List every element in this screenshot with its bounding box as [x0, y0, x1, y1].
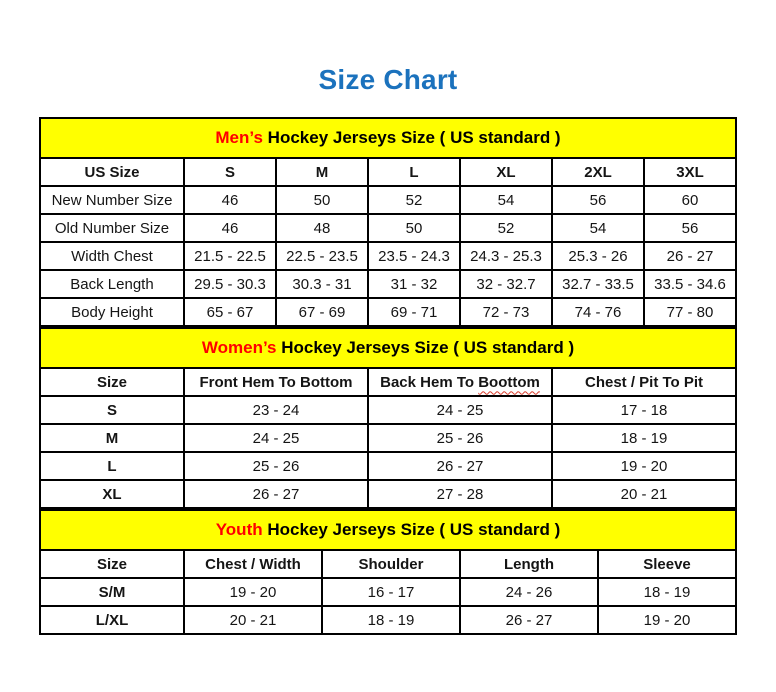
cell: 56 [552, 186, 644, 214]
cell: 18 - 19 [552, 424, 736, 452]
cell: 74 - 76 [552, 298, 644, 326]
table-row [40, 242, 736, 270]
youth-col-header: Sleeve [598, 550, 736, 578]
cell: 26 - 27 [368, 452, 552, 480]
row-label: L/XL [40, 606, 184, 634]
table-row [40, 396, 736, 424]
cell: 20 - 21 [552, 480, 736, 508]
youth-header-row [40, 550, 736, 578]
cell: 23 - 24 [184, 396, 368, 424]
mens-band-cell [40, 118, 736, 158]
womens-header-row [40, 368, 736, 396]
cell: 24.3 - 25.3 [460, 242, 552, 270]
cell: 26 - 27 [644, 242, 736, 270]
youth-band-highlight: Youth [215, 520, 263, 539]
mens-col-header: 2XL [552, 158, 644, 186]
size-chart-tables [39, 117, 735, 635]
cell: 32.7 - 33.5 [552, 270, 644, 298]
cell: 29.5 - 30.3 [184, 270, 276, 298]
table-row [40, 480, 736, 508]
cell: 19 - 20 [598, 606, 736, 634]
mens-section-band [40, 118, 736, 158]
row-label: S/M [40, 578, 184, 606]
mens-col-header: L [368, 158, 460, 186]
row-label: Old Number Size [40, 214, 184, 242]
youth-section-band [40, 510, 736, 550]
youth-col-header: Shoulder [322, 550, 460, 578]
cell: 25.3 - 26 [552, 242, 644, 270]
cell: 60 [644, 186, 736, 214]
cell: 25 - 26 [368, 424, 552, 452]
youth-size-table [39, 509, 737, 635]
womens-size-table [39, 327, 737, 509]
cell: 30.3 - 31 [276, 270, 368, 298]
table-row [40, 452, 736, 480]
cell: 23.5 - 24.3 [368, 242, 460, 270]
back-hem-misspelled-word: Boottom [478, 373, 540, 391]
table-row [40, 186, 736, 214]
youth-band-text: Hockey Jerseys Size ( US standard ) [267, 520, 561, 539]
cell: 50 [276, 186, 368, 214]
cell: 16 - 17 [322, 578, 460, 606]
table-row [40, 578, 736, 606]
cell: 52 [368, 186, 460, 214]
youth-col-header: Length [460, 550, 598, 578]
page-title: Size Chart [318, 64, 458, 95]
cell: 31 - 32 [368, 270, 460, 298]
cell: 20 - 21 [184, 606, 322, 634]
cell: 67 - 69 [276, 298, 368, 326]
cell: 27 - 28 [368, 480, 552, 508]
cell: 21.5 - 22.5 [184, 242, 276, 270]
row-label: S [40, 396, 184, 424]
mens-col-header: S [184, 158, 276, 186]
cell: 77 - 80 [644, 298, 736, 326]
table-row [40, 214, 736, 242]
cell: 33.5 - 34.6 [644, 270, 736, 298]
mens-header-row [40, 158, 736, 186]
womens-col-header: Front Hem To Bottom [184, 368, 368, 396]
cell: 26 - 27 [460, 606, 598, 634]
cell: 18 - 19 [598, 578, 736, 606]
womens-band-highlight: Women’s [201, 338, 277, 357]
cell: 22.5 - 23.5 [276, 242, 368, 270]
cell: 19 - 20 [552, 452, 736, 480]
cell: 24 - 25 [184, 424, 368, 452]
cell: 17 - 18 [552, 396, 736, 424]
row-label: XL [40, 480, 184, 508]
womens-col-header: Chest / Pit To Pit [552, 368, 736, 396]
cell: 26 - 27 [184, 480, 368, 508]
mens-size-table [39, 117, 737, 327]
womens-band-cell [40, 328, 736, 368]
cell: 54 [552, 214, 644, 242]
table-row [40, 298, 736, 326]
youth-col-header: Size [40, 550, 184, 578]
table-row [40, 606, 736, 634]
cell: 56 [644, 214, 736, 242]
cell: 50 [368, 214, 460, 242]
row-label: Width Chest [40, 242, 184, 270]
mens-col-header: 3XL [644, 158, 736, 186]
youth-band-cell [40, 510, 736, 550]
cell: 46 [184, 214, 276, 242]
table-row [40, 270, 736, 298]
cell: 19 - 20 [184, 578, 322, 606]
cell: 52 [460, 214, 552, 242]
row-label: Body Height [40, 298, 184, 326]
cell: 54 [460, 186, 552, 214]
cell: 46 [184, 186, 276, 214]
youth-col-header: Chest / Width [184, 550, 322, 578]
mens-band-highlight: Men’s [215, 128, 263, 147]
cell: 24 - 25 [368, 396, 552, 424]
cell: 65 - 67 [184, 298, 276, 326]
womens-section-band [40, 328, 736, 368]
cell: 32 - 32.7 [460, 270, 552, 298]
cell: 25 - 26 [184, 452, 368, 480]
cell: 69 - 71 [368, 298, 460, 326]
cell: 18 - 19 [322, 606, 460, 634]
mens-band-text: Hockey Jerseys Size ( US standard ) [267, 128, 561, 147]
row-label: New Number Size [40, 186, 184, 214]
cell: 72 - 73 [460, 298, 552, 326]
row-label: Back Length [40, 270, 184, 298]
mens-col-header: M [276, 158, 368, 186]
mens-col-header: US Size [40, 158, 184, 186]
table-row [40, 424, 736, 452]
mens-col-header: XL [460, 158, 552, 186]
cell: 48 [276, 214, 368, 242]
back-hem-prefix: Back Hem To [380, 373, 475, 391]
womens-band-text: Hockey Jerseys Size ( US standard ) [281, 338, 575, 357]
cell: 24 - 26 [460, 578, 598, 606]
row-label: L [40, 452, 184, 480]
womens-col-header: Size [40, 368, 184, 396]
womens-col-header [368, 368, 552, 396]
row-label: M [40, 424, 184, 452]
